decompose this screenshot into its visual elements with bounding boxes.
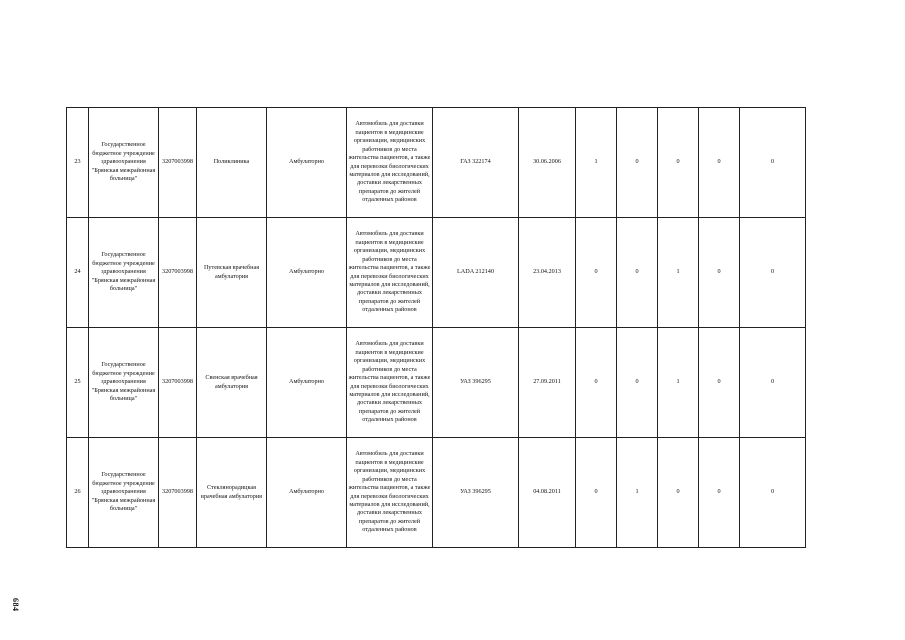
table-row xyxy=(67,218,806,328)
vehicle-registry-table xyxy=(66,107,806,548)
vehicle-purpose: Автомобиль для доставки пациентов в медицинские организации, медицинских работников до места жительства пациентов, а также для перевозки биологических материалов для исследований, доставки лекарственных препаратов до жителей отдаленных районов xyxy=(347,108,433,218)
count-col-1: 0 xyxy=(576,328,617,438)
vehicle-model: УАЗ 396295 xyxy=(433,438,519,548)
subdivision-name: Путевская врачебная амбулатория xyxy=(197,218,267,328)
organization-name: Государственное бюджетное учреждение здравоохранения "Брянская межрайонная больница" xyxy=(89,328,159,438)
registration-date: 23.04.2013 xyxy=(519,218,576,328)
subdivision-name: Свенская врачебная амбулатория xyxy=(197,328,267,438)
count-col-2: 0 xyxy=(617,218,658,328)
registration-date: 04.08.2011 xyxy=(519,438,576,548)
vehicle-purpose: Автомобиль для доставки пациентов в медицинские организации, медицинских работников до места жительства пациентов, а также для перевозки биологических материалов для исследований, доставки лекарственных препаратов до жителей отдаленных районов xyxy=(347,218,433,328)
subdivision-name: Поликлиника xyxy=(197,108,267,218)
subdivision-name: Стеклянорадицкая врачебная амбулатория xyxy=(197,438,267,548)
organization-name: Государственное бюджетное учреждение здравоохранения "Брянская межрайонная больница" xyxy=(89,438,159,548)
count-col-5: 0 xyxy=(740,108,806,218)
count-col-3: 0 xyxy=(658,108,699,218)
row-number: 25 xyxy=(67,328,89,438)
organization-name: Государственное бюджетное учреждение здравоохранения "Брянская межрайонная больница" xyxy=(89,108,159,218)
row-number: 26 xyxy=(67,438,89,548)
registration-date: 27.09.2011 xyxy=(519,328,576,438)
table-row xyxy=(67,438,806,548)
count-col-5: 0 xyxy=(740,438,806,548)
vehicle-model: LADA 212140 xyxy=(433,218,519,328)
count-col-1: 0 xyxy=(576,438,617,548)
count-col-2: 0 xyxy=(617,108,658,218)
count-col-4: 0 xyxy=(699,108,740,218)
vehicle-model: ГАЗ 322174 xyxy=(433,108,519,218)
count-col-3: 1 xyxy=(658,328,699,438)
table-row xyxy=(67,328,806,438)
inn-code: 3207003998 xyxy=(159,328,197,438)
table-row xyxy=(67,108,806,218)
page-number: 684 xyxy=(11,598,20,612)
count-col-5: 0 xyxy=(740,218,806,328)
inn-code: 3207003998 xyxy=(159,218,197,328)
vehicle-purpose: Автомобиль для доставки пациентов в медицинские организации, медицинских работников до места жительства пациентов, а также для перевозки биологических материалов для исследований, доставки лекарственных препаратов до жителей отдаленных районов xyxy=(347,438,433,548)
organization-name: Государственное бюджетное учреждение здравоохранения "Брянская межрайонная больница" xyxy=(89,218,159,328)
care-type: Амбулаторно xyxy=(267,218,347,328)
vehicle-purpose: Автомобиль для доставки пациентов в медицинские организации, медицинских работников до места жительства пациентов, а также для перевозки биологических материалов для исследований, доставки лекарственных препаратов до жителей отдаленных районов xyxy=(347,328,433,438)
count-col-3: 0 xyxy=(658,438,699,548)
count-col-4: 0 xyxy=(699,438,740,548)
care-type: Амбулаторно xyxy=(267,108,347,218)
registration-date: 30.06.2006 xyxy=(519,108,576,218)
inn-code: 3207003998 xyxy=(159,108,197,218)
count-col-1: 0 xyxy=(576,218,617,328)
vehicle-model: УАЗ 396295 xyxy=(433,328,519,438)
row-number: 23 xyxy=(67,108,89,218)
row-number: 24 xyxy=(67,218,89,328)
count-col-3: 1 xyxy=(658,218,699,328)
count-col-4: 0 xyxy=(699,328,740,438)
count-col-5: 0 xyxy=(740,328,806,438)
count-col-1: 1 xyxy=(576,108,617,218)
care-type: Амбулаторно xyxy=(267,328,347,438)
count-col-4: 0 xyxy=(699,218,740,328)
count-col-2: 1 xyxy=(617,438,658,548)
inn-code: 3207003998 xyxy=(159,438,197,548)
count-col-2: 0 xyxy=(617,328,658,438)
care-type: Амбулаторно xyxy=(267,438,347,548)
